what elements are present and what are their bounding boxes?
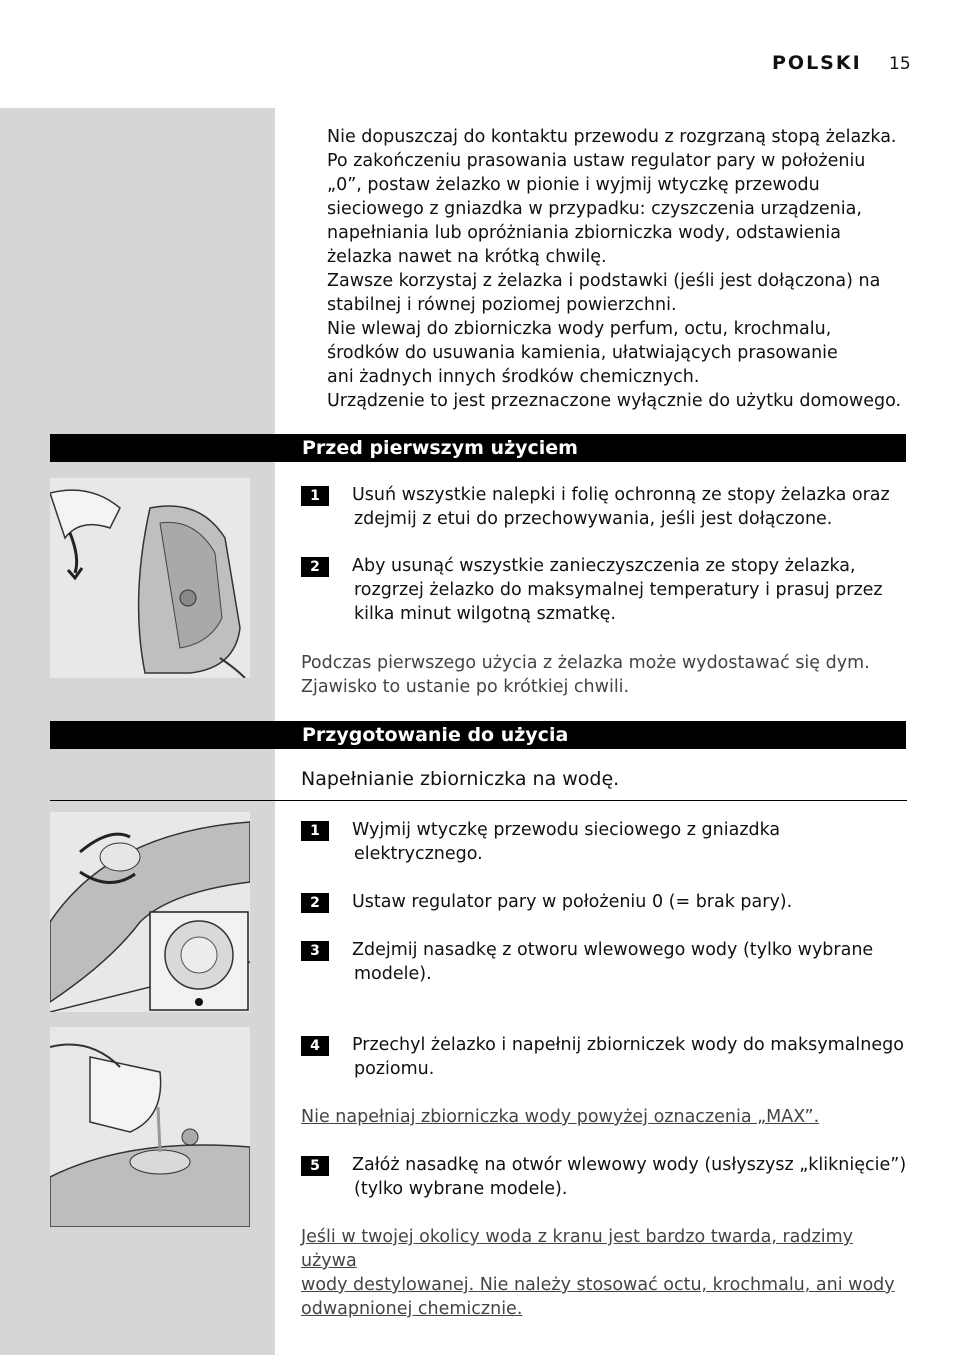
step-text: Aby usunąć wszystkie zanieczyszczenia ze stopy żelazka,	[352, 556, 856, 576]
fill-water-illustration	[50, 1027, 250, 1227]
step-number: 1	[301, 821, 329, 841]
step-text-continued: rozgrzej żelazko do maksymalnej temperatury i prasuj przez kilka minut wilgotną szmatkę.	[354, 580, 883, 624]
iron-sticker-illustration	[50, 478, 250, 678]
step-item	[301, 1153, 911, 1201]
note-line: Podczas pierwszego użycia z żelazka może wydostawać się dym.	[301, 653, 870, 673]
note-line: Nie napełniaj zbiorniczka wody powyżej oznaczenia „MAX”.	[301, 1107, 820, 1127]
language-label: POLSKI	[772, 52, 862, 74]
callout-pointer	[250, 1030, 274, 1058]
intro-warnings	[327, 125, 927, 413]
step-text: Ustaw regulator pary w położeniu 0 (= brak pary).	[352, 892, 793, 912]
step-text-continued: zdejmij z etui do przechowywania, jeśli jest dołączone.	[354, 509, 833, 529]
step-text: Zdejmij nasadkę z otworu wlewowego wody (tylko wybrane	[352, 940, 874, 960]
step-text: Wyjmij wtyczkę przewodu sieciowego z gniazdka	[352, 820, 781, 840]
illustration-fill-water	[50, 1027, 250, 1227]
step-item	[301, 1033, 911, 1081]
step-item	[301, 938, 911, 986]
step-text: Przechyl żelazko i napełnij zbiorniczek wody do maksymalnego	[352, 1035, 904, 1055]
section-heading-bar	[50, 721, 906, 749]
section-heading-bar	[50, 434, 906, 462]
intro-line: Urządzenie to jest przeznaczone wyłącznie do użytku domowego.	[327, 391, 902, 411]
illustration-steam-dial	[50, 812, 250, 1012]
page-number: 15	[889, 54, 911, 74]
divider	[50, 800, 907, 801]
section-heading: Przygotowanie do użycia	[302, 724, 569, 746]
step-item	[301, 818, 911, 866]
intro-line: Nie wlewaj do zbiorniczka wody perfum, octu, krochmalu, środków do usuwania kamienia, ułatwiających prasowanie ani żadnych innych środków chemicznych.	[327, 319, 838, 387]
max-note	[301, 1105, 911, 1129]
step-text: Załóż nasadkę na otwór wlewowy wody (usłyszysz „kliknięcie”)	[352, 1155, 907, 1175]
note-line: Jeśli w twojej okolicy woda z kranu jest bardzo twarda, radzimy używa	[301, 1227, 853, 1271]
intro-line: Nie dopuszczaj do kontaktu przewodu z rozgrzaną stopą żelazka.	[327, 127, 897, 147]
note-line: Zjawisko to ustanie po krótkiej chwili.	[301, 677, 630, 697]
subheading: Napełnianie zbiorniczka na wodę.	[301, 768, 620, 790]
step-text-continued: elektrycznego.	[354, 844, 483, 864]
intro-line: Po zakończeniu prasowania ustaw regulator pary w położeniu „0”, postaw żelazko w pionie i wyjmij wtyczkę przewodu sieciowego z gniazdka w przypadku: czyszczenia urządzenia, napełniania lub opróżniania zbiorniczka wody, odstawienia żelazka nawet na krótką chwilę.	[327, 151, 866, 267]
step-text-continued: poziomu.	[354, 1059, 435, 1079]
callout-pointer	[250, 483, 274, 511]
step-number: 1	[301, 486, 329, 506]
step-number: 4	[301, 1036, 329, 1056]
step-item	[301, 483, 911, 531]
callout-pointer	[250, 887, 274, 915]
step-text-continued: (tylko wybrane modele).	[354, 1179, 568, 1199]
intro-line: Zawsze korzystaj z żelazka i podstawki (jeśli jest dołączona) na stabilnej i równej poziomej powierzchni.	[327, 271, 881, 315]
hard-water-note	[301, 1225, 911, 1321]
step-number: 2	[301, 557, 329, 577]
section-heading: Przed pierwszym użyciem	[302, 437, 578, 459]
step-item	[301, 890, 911, 914]
step-item	[301, 554, 911, 626]
step-number: 2	[301, 893, 329, 913]
step-number: 3	[301, 941, 329, 961]
note-line: wody destylowanej. Nie należy stosować octu, krochmalu, ani wody	[301, 1275, 895, 1295]
step-text-continued: modele).	[354, 964, 432, 984]
steam-dial-illustration	[50, 812, 250, 1012]
step-number: 5	[301, 1156, 329, 1176]
note-line: odwapnionej chemicznie.	[301, 1299, 523, 1319]
step-text: Usuń wszystkie nalepki i folię ochronną ze stopy żelazka oraz	[352, 485, 890, 505]
illustration-remove-sticker	[50, 478, 250, 678]
smoke-note	[301, 651, 911, 699]
